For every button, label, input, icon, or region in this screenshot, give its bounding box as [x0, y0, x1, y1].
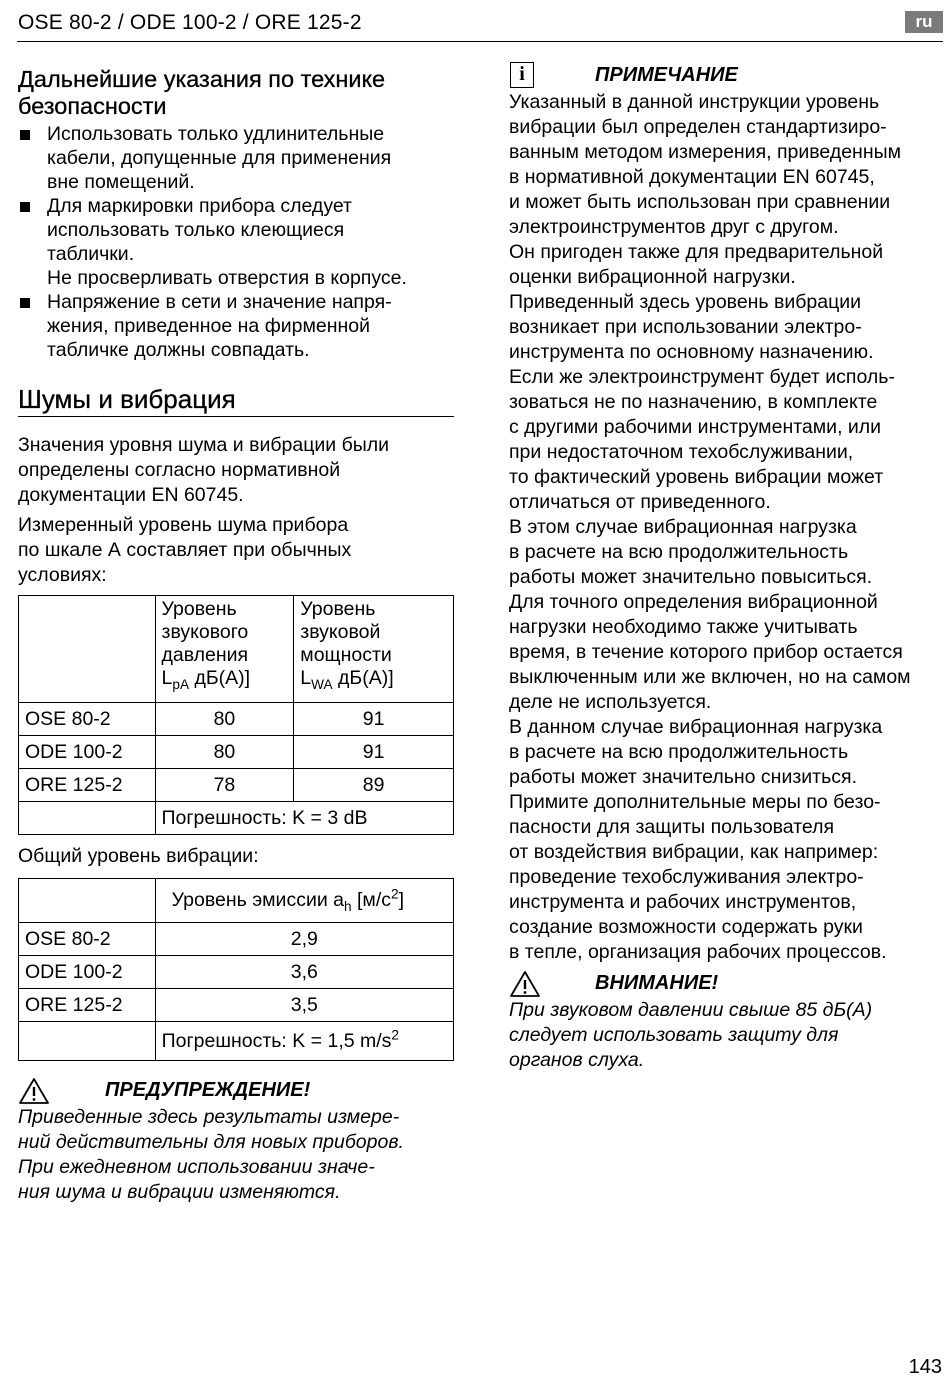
- header-title: OSE 80-2 / ODE 100-2 / ORE 125-2: [18, 11, 362, 34]
- noise-intro-paragraph: [18, 433, 454, 508]
- page-number: 143: [908, 1356, 942, 1378]
- text-line: в расчете на всю продолжительность: [509, 741, 849, 763]
- text-line: оценки вибрационной нагрузки.: [509, 266, 796, 288]
- header-suffix: ]: [398, 889, 405, 911]
- text-line: при недостаточном техобслуживании,: [509, 441, 854, 463]
- text-line: В данном случае вибрационная нагрузка: [509, 716, 883, 738]
- warning-heading-row: [18, 1077, 454, 1105]
- warning-triangle-icon: [509, 970, 541, 998]
- bullet-line: вне помещений.: [47, 171, 195, 193]
- text-line: пасности для защиты пользователя: [509, 816, 835, 838]
- bullet-line: кабели, допущенные для применения: [47, 147, 392, 169]
- pressure-cell: 80: [155, 736, 294, 769]
- text-line: Если же электроинструмент будет исполь-: [509, 366, 895, 388]
- vibration-label: Общий уровень вибрации:: [18, 845, 259, 867]
- power-cell: 91: [294, 703, 454, 736]
- model-cell: ORE 125-2: [19, 769, 156, 802]
- note-heading: ПРИМЕЧАНИЕ: [595, 64, 738, 86]
- note-heading-row: [509, 62, 943, 90]
- header-superscript: 2: [391, 886, 399, 902]
- empty-header-cell: [19, 879, 156, 923]
- text-line: работы может значительно снизиться.: [509, 766, 857, 788]
- text-line: Примите дополнительные меры по безо-: [509, 791, 881, 813]
- emission-cell: 3,6: [155, 956, 453, 989]
- model-cell: ODE 100-2: [19, 736, 156, 769]
- tolerance-superscript: 2: [391, 1027, 400, 1042]
- vibration-table: [18, 878, 454, 1061]
- warning-text: [18, 1105, 454, 1205]
- text-line: ний действительны для новых приборов.: [18, 1131, 404, 1153]
- text-line: с другими рабочими инструментами, или: [509, 416, 882, 438]
- text-line: Приведенные здесь результаты измере-: [18, 1106, 400, 1128]
- text-line: нагрузки необходимо также учитывать: [509, 616, 858, 638]
- pressure-cell: 80: [155, 703, 294, 736]
- bullet-item: [18, 122, 454, 194]
- bullet-line: использовать только клеющиеся: [47, 219, 345, 241]
- text-line: в расчете на всю продолжительность: [509, 541, 849, 563]
- safety-bullet-list: [18, 122, 454, 362]
- unit-subscript: WA: [311, 676, 333, 692]
- model-cell: OSE 80-2: [19, 703, 156, 736]
- text-line: Для точного определения вибрационной: [509, 591, 878, 613]
- tolerance-cell: Погрешность: K = 3 dB: [155, 802, 453, 835]
- unit-prefix: L: [300, 667, 312, 689]
- text-line: ния шума и вибрации изменяются.: [18, 1181, 341, 1203]
- bullet-line: таблички.: [47, 243, 135, 265]
- empty-cell: [19, 1022, 156, 1061]
- table-row: [19, 769, 454, 802]
- table-row: [19, 989, 454, 1022]
- power-cell: 91: [294, 736, 454, 769]
- text-line: органов слуха.: [509, 1049, 645, 1071]
- text-line: Приведенный здесь уровень вибрации: [509, 291, 862, 313]
- text-line: В этом случае вибрационная нагрузка: [509, 516, 857, 538]
- table-row: [19, 703, 454, 736]
- text-line: возникает при использовании электро-: [509, 316, 862, 338]
- table-row: [19, 1022, 454, 1061]
- text-line: Указанный в данной инструкции уровень: [509, 91, 880, 113]
- table-row: [19, 923, 454, 956]
- text-line: ванным методом измерения, приведенным: [509, 141, 902, 163]
- text-line: проведение техобслуживания электро-: [509, 866, 864, 888]
- unit-suffix: дБ(А)]: [189, 667, 251, 689]
- text-line: зоваться не по назначению, в комплекте: [509, 391, 878, 413]
- text-line: в нормативной документации EN 60745,: [509, 166, 875, 188]
- bullet-line: жения, приведенное на фирменной: [47, 315, 371, 337]
- bullet-line: табличке должны совпадать.: [47, 339, 310, 361]
- text-line: создание возможности содержать руки: [509, 916, 863, 938]
- text-line: Он пригоден также для предварительной: [509, 241, 884, 263]
- bullet-line: Напряжение в сети и значение напря-: [47, 291, 392, 313]
- text-line: инструмента и рабочих инструментов,: [509, 891, 857, 913]
- power-header-cell: [294, 596, 454, 703]
- safety-section-title: [18, 66, 454, 120]
- text-line: и может быть использован при сравнении: [509, 191, 891, 213]
- model-cell: ORE 125-2: [19, 989, 156, 1022]
- text-line: деле не используется.: [509, 691, 712, 713]
- language-badge: ru: [905, 11, 943, 33]
- unit-suffix: дБ(А)]: [332, 667, 394, 689]
- text-line: то фактический уровень вибрации может: [509, 466, 884, 488]
- text-line: по шкале А составляет при обычных: [18, 539, 352, 561]
- header-prefix: Уровень эмиссии a: [171, 889, 344, 911]
- note-text: [509, 90, 943, 965]
- header-line: мощности: [300, 644, 392, 666]
- table-row: [19, 736, 454, 769]
- power-cell: 89: [294, 769, 454, 802]
- header-line: звуковой: [300, 621, 381, 643]
- bullet-square-icon: [20, 202, 30, 212]
- bullet-line: Использовать только удлинительные: [47, 123, 385, 145]
- warning-heading: ПРЕДУПРЕЖДЕНИЕ!: [105, 1079, 311, 1101]
- text-line: определены согласно нормативной: [18, 459, 341, 481]
- caution-heading-row: [509, 970, 943, 998]
- text-line: время, в течение которого прибор остается: [509, 641, 903, 663]
- header-subscript: h: [344, 898, 352, 914]
- text-line: работы может значительно повыситься.: [509, 566, 873, 588]
- text-line: документации EN 60745.: [18, 484, 244, 506]
- bullet-item: [18, 194, 454, 290]
- table-row: [19, 802, 454, 835]
- header-mid: [м/с: [351, 889, 392, 911]
- tolerance-text: Погрешность: K = 1,5 m/s: [161, 1029, 392, 1052]
- text-line: инструмента по основному назначению.: [509, 341, 874, 363]
- pressure-cell: 78: [155, 769, 294, 802]
- safety-title-line: Дальнейшие указания по технике: [18, 66, 386, 92]
- noise-measured-paragraph: [18, 513, 454, 588]
- caution-heading: ВНИМАНИЕ!: [595, 972, 719, 994]
- noise-section-title: Шумы и вибрация: [18, 384, 454, 417]
- warning-triangle-icon: [18, 1077, 50, 1105]
- text-line: При ежедневном использовании значе-: [18, 1156, 375, 1178]
- left-column: [18, 66, 454, 1205]
- bullet-item: [18, 290, 454, 362]
- header-line: давления: [161, 644, 249, 666]
- bullet-line: Для маркировки прибора следует: [47, 195, 352, 217]
- text-line: следует использовать защиту для: [509, 1024, 839, 1046]
- info-icon: i: [510, 62, 534, 88]
- model-cell: ODE 100-2: [19, 956, 156, 989]
- bullet-line: Не просверливать отверстия в корпусе.: [47, 267, 407, 289]
- header-line: звукового: [161, 621, 249, 643]
- text-line: электроинструментов друг с другом.: [509, 216, 839, 238]
- header-unit: [300, 667, 447, 690]
- text-line: отличаться от приведенного.: [509, 491, 771, 513]
- table-header-row: [19, 596, 454, 703]
- pressure-header-cell: [155, 596, 294, 703]
- emission-cell: 3,5: [155, 989, 453, 1022]
- right-column: [509, 62, 943, 1073]
- header-line: Уровень: [161, 598, 237, 620]
- bullet-square-icon: [20, 298, 30, 308]
- empty-header-cell: [19, 596, 156, 703]
- table-row: [19, 956, 454, 989]
- unit-subscript: pA: [172, 676, 190, 692]
- bullet-square-icon: [20, 130, 30, 140]
- table-header-row: [19, 879, 454, 923]
- caution-text: [509, 998, 943, 1073]
- page-header: [17, 8, 943, 42]
- tolerance-cell: [155, 1022, 453, 1061]
- emission-header-cell: [155, 879, 453, 923]
- text-line: вибрации был определен стандартизиро-: [509, 116, 887, 138]
- text-line: от воздействия вибрации, как например:: [509, 841, 879, 863]
- model-cell: OSE 80-2: [19, 923, 156, 956]
- text-line: в тепле, организация рабочих процессов.: [509, 941, 887, 963]
- safety-title-line: безопасности: [18, 93, 167, 119]
- text-line: При звуковом давлении свыше 85 дБ(А): [509, 999, 873, 1021]
- noise-table: [18, 595, 454, 835]
- header-unit: [162, 667, 288, 690]
- unit-prefix: L: [161, 667, 173, 689]
- header-line: Уровень: [300, 598, 376, 620]
- empty-cell: [19, 802, 156, 835]
- text-line: условиях:: [18, 564, 107, 586]
- text-line: Значения уровня шума и вибрации были: [18, 434, 390, 456]
- text-line: выключенным или же включен, но на самом: [509, 666, 911, 688]
- emission-cell: 2,9: [155, 923, 453, 956]
- text-line: Измеренный уровень шума прибора: [18, 514, 349, 536]
